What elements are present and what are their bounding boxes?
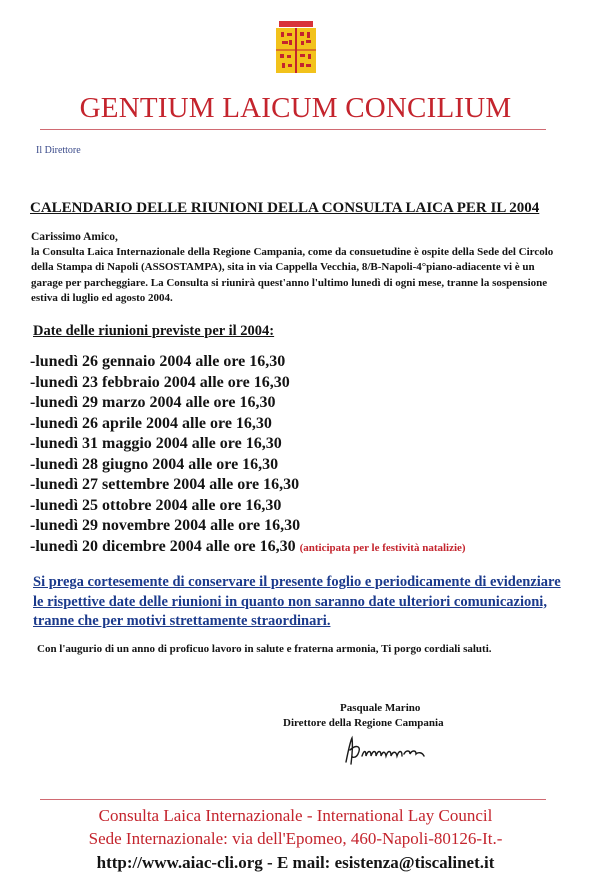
meeting-date-text: -lunedì 26 aprile 2004 alle ore 16,30 (30, 414, 272, 432)
christmas-note: (anticipata per le festività natalizie) (299, 541, 466, 554)
council-logo (275, 19, 317, 75)
meeting-date-item (30, 434, 466, 455)
logo-icon (275, 19, 317, 75)
closing-paragraph: Con l'augurio di un anno di proficuo lavoro in salute e fraterna armonia, Ti porgo cordiali saluti. (37, 643, 492, 655)
director-label: Il Direttore (36, 145, 81, 156)
meeting-date-item (30, 373, 466, 394)
meeting-date-item (30, 496, 466, 517)
meeting-date-text: -lunedì 26 gennaio 2004 alle ore 16,30 (30, 353, 286, 370)
meeting-date-text: -lunedì 20 dicembre 2004 alle ore 16,30 (30, 537, 296, 555)
dates-heading: Date delle riunioni previste per il 2004: (33, 323, 275, 339)
org-name-heading: GENTIUM LAICUM CONCILIUM (79, 92, 512, 124)
footer-contacts-line: http://www.aiac-cli.org - E mail: esistenza@tiscalinet.it (96, 853, 495, 872)
meeting-date-text: -lunedì 23 febbraio 2004 alle ore 16,30 (30, 373, 290, 391)
signature-icon (340, 734, 432, 770)
meeting-date-item (30, 393, 466, 414)
meeting-date-text: -lunedì 28 giugno 2004 alle ore 16,30 (30, 455, 279, 473)
calendar-title: CALENDARIO DELLE RIUNIONI DELLA CONSULTA LAICA PER IL 2004 (30, 200, 540, 216)
handwritten-signature (340, 734, 432, 770)
meeting-date-text: -lunedì 29 marzo 2004 alle ore 16,30 (30, 394, 276, 411)
greeting: Carissimo Amico, (31, 231, 118, 243)
meeting-date-text: -lunedì 25 ottobre 2004 alle ore 16,30 (30, 496, 282, 514)
meeting-dates-list (30, 352, 466, 557)
meeting-date-item (30, 455, 466, 476)
footer-divider (40, 799, 546, 800)
signatory-name: Pasquale Marino (340, 702, 421, 714)
signatory-title: Direttore della Regione Campania (283, 717, 444, 729)
meeting-date-item (30, 352, 466, 373)
request-paragraph: Si prega cortesemente di conservare il presente foglio e periodicamente di evidenziare le rispettive date delle riunioni in quanto non saranno date ulteriori comunicazioni, tranne che per motivi strettamente straordinari. (33, 574, 561, 629)
footer-address-line: Sede Internazionale: via dell'Epomeo, 460-Napoli-80126-It.- (88, 829, 503, 848)
meeting-date-item (30, 537, 466, 558)
meeting-date-text: -lunedì 27 settembre 2004 alle ore 16,30 (30, 476, 300, 493)
meeting-date-text: -lunedì 29 novembre 2004 alle ore 16,30 (30, 517, 301, 534)
meeting-date-text: -lunedì 31 maggio 2004 alle ore 16,30 (30, 435, 282, 452)
footer-org-line: Consulta Laica Internazionale - International Lay Council (98, 806, 493, 825)
intro-paragraph: la Consulta Laica Internazionale della Regione Campania, come da consuetudine è ospite della Sede del Circolo della Stampa di Napoli (ASSOSTAMPA), sita in via Cappella Vecchia, 8/B-Napoli-4°piano-adiacente vi è un garage per parcheggiare. La Consulta si riunirà quest'anno l'ultimo lunedì di ogni mese, tranne la sospensione estiva di luglio ed agosto 2004. (31, 246, 554, 304)
meeting-date-item (30, 516, 466, 537)
meeting-date-item (30, 475, 466, 496)
meeting-date-item (30, 414, 466, 435)
header-divider (40, 129, 546, 130)
